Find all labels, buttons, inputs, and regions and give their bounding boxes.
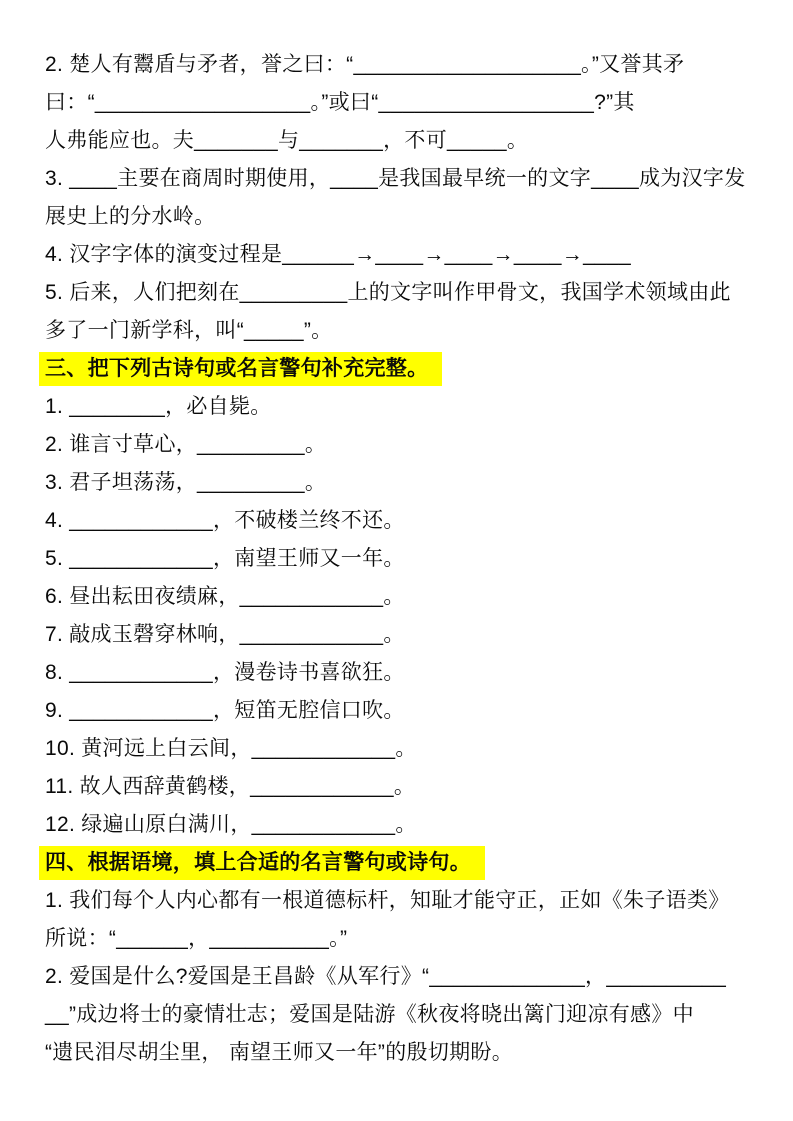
s4-question-1-line-1: 1. 我们每个人内心都有一根道德标杆，知耻才能守正，正如《朱子语类》: [45, 889, 730, 912]
s3-question-5: 5. ____________，南望王师又一年。: [45, 547, 405, 570]
question-2-line-2: 曰：“__________________。”或曰“__________________?”其: [45, 91, 635, 114]
s4-question-2-line-2: __”成边将士的豪情壮志；爱国是陆游《秋夜将晓出篱门迎凉有感》中: [45, 1003, 694, 1026]
section-3-header: 三、把下列古诗句或名言警句补充完整。: [39, 352, 442, 386]
question-3-line-2: 展史上的分水岭。: [45, 205, 216, 228]
s3-question-6: 6. 昼出耘田夜绩麻，____________。: [45, 585, 405, 608]
s3-question-8: 8. ____________，漫卷诗书喜欲狂。: [45, 661, 405, 684]
s3-question-9: 9. ____________，短笛无腔信口吹。: [45, 699, 405, 722]
section-4-header: 四、根据语境，填上合适的名言警句或诗句。: [39, 846, 485, 880]
section-4-header-row: [45, 844, 755, 882]
s3-question-12: 12. 绿遍山原白满川，____________。: [45, 813, 417, 836]
question-4-line-1: 4. 汉字字体的演变过程是______→____→____→____→____: [45, 243, 631, 266]
s3-question-11: 11. 故人西辞黄鹤楼，____________。: [45, 775, 416, 798]
s3-question-3: 3. 君子坦荡荡，_________。: [45, 471, 327, 494]
s3-question-1: 1. ________，必自毙。: [45, 395, 272, 418]
question-5-line-1: 5. 后来，人们把刻在_________上的文字叫作甲骨文，我国学术领域由此: [45, 281, 731, 304]
question-2-line-1: 2. 楚人有鬻盾与矛者，誉之曰：“___________________。”又誉其矛: [45, 53, 685, 76]
s4-question-1-line-2: 所说：“______，__________。”: [45, 927, 348, 950]
s3-question-10: 10. 黄河远上白云间，____________。: [45, 737, 417, 760]
s3-question-2: 2. 谁言寸草心，_________。: [45, 433, 327, 456]
s3-question-7: 7. 敲成玉磬穿林响，____________。: [45, 623, 405, 646]
question-2-line-3: 人弗能应也。夫_______与_______，不可_____。: [45, 129, 529, 152]
s4-question-2-line-3: “遗民泪尽胡尘里， 南望王师又一年”的殷切期盼。: [45, 1041, 514, 1064]
section-3-header-row: [45, 350, 755, 388]
s3-question-4: 4. ____________，不破楼兰终不还。: [45, 509, 405, 532]
question-5-line-2: 多了一门新学科，叫“_____”。: [45, 319, 333, 342]
s4-question-2-line-1: 2. 爱国是什么?爱国是王昌龄《从军行》“_____________，__________: [45, 965, 727, 988]
question-3-line-1: 3. ____主要在商周时期使用，____是我国最早统一的文字____成为汉字发: [45, 167, 746, 190]
